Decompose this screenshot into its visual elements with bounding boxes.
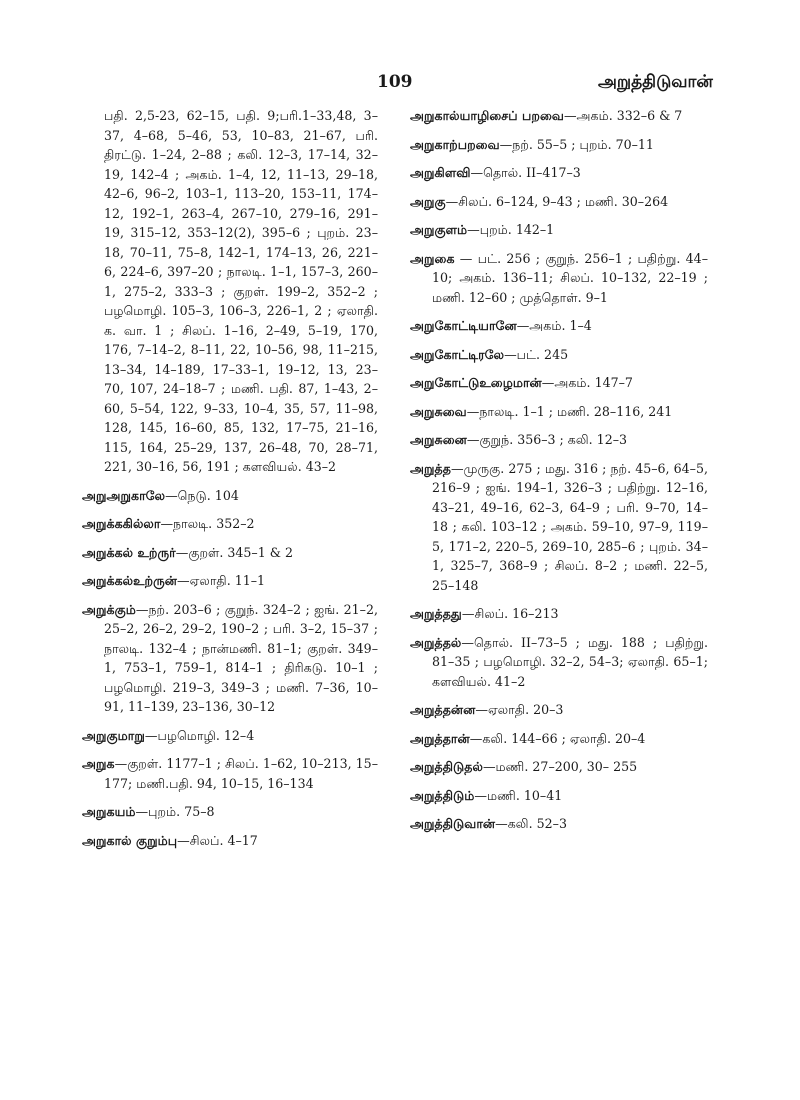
headword: அறுத்த xyxy=(410,460,451,476)
headword: அறுசுனை xyxy=(410,432,467,447)
headword: அறுத்தன்ன xyxy=(410,702,476,717)
headword: அறுத்தான் xyxy=(410,730,470,746)
references: — பட். 256 ; குறுந். 256–1 ; பதிற்று. 44–10; அகம். 136–11; சிலப். 10–132, 22–19 ; மணி. 12–60 ; முத்தொள். 9–1 xyxy=(432,250,708,305)
references: —அகம். 147–7 xyxy=(541,375,633,390)
references: —நற். 55–5 ; புறம். 70–11 xyxy=(499,136,654,152)
headword: அறுகு xyxy=(410,193,446,209)
headword: அறுகோட்டிரலே xyxy=(410,346,505,362)
references: —புறம். 75–8 xyxy=(135,804,215,819)
headword: அறுத்திடும் xyxy=(410,787,475,803)
references: —அகம். 1–4 xyxy=(516,318,592,333)
headword: அறுசுவை xyxy=(410,403,467,419)
index-entry xyxy=(82,571,378,591)
references: —மணி. 27–200, 30– 255 xyxy=(482,759,638,774)
index-entry xyxy=(410,106,708,126)
left-column xyxy=(82,106,378,859)
index-entry xyxy=(410,604,708,624)
right-column xyxy=(410,106,708,843)
references: —நாலடி. 352–2 xyxy=(160,516,255,531)
index-entry xyxy=(410,220,708,240)
references: —தொல். II–417–3 xyxy=(470,165,581,180)
index-entry xyxy=(410,814,708,834)
index-entry xyxy=(82,802,378,822)
references: —புறம். 142–1 xyxy=(467,222,555,237)
index-entry xyxy=(410,373,708,393)
headword: அறுக்ககில்லா xyxy=(82,516,161,531)
index-entry xyxy=(82,514,378,534)
references: —பழமொழி. 12–4 xyxy=(144,727,255,743)
references: —அகம். 332–6 & 7 xyxy=(563,108,683,123)
index-entry xyxy=(82,600,378,717)
references: பதி. 2,5-23, 62–15, பதி. 9;பரி.1–33,48, 3–37, 4–68, 5–46, 53, 10–83, 21–67, பரி. திரட்டு. 1–24, 2–88 ; கலி. 12–3, 17–14, 32–19, 142–4 ; அகம். 1–4, 12, 11–13, 29–18, 42–6, 96–2, 103–1, 113–20, 153–11, 174–12, 192–1, 263–4, 267–10, 279–16, 291–19, 315–12, 353–12(2), 395–6 ; புறம். 23–18, 70–11, 75–8, 142–1, 174–13, 26, 221–6, 224–6, 397–20 ; நாலடி. 1–1, 157–3, 260–1, 275–2, 333–3 ; குறள். 199–2, 352–2 ; பழமொழி. 105–3, 106–3, 226–1, 2 ; ஏலாதி. க. வா. 1 ; சிலப். 1–16, 2–49, 5–19, 170, 176, 7–14–2, 8–11, 22, 10–56, 98, 11–215, 13–34, 14–189, 17–33–1, 19–12, 13, 23–70, 107, 24–18–7 ; மணி. பதி. 87, 1–43, 2–60, 5–54, 122, 9–33, 10–4, 35, 57, 11–98, 128, 145, 16–60, 85, 132, 17–75, 21–16, 115, 164, 25–29, 137, 26–48, 70, 28–71, 221, 30–16, 56, 191 ; களவியல். 43–2 xyxy=(104,108,378,474)
references: —நற். 203–6 ; குறுந். 324–2 ; ஐங். 21–2, 25–2, 26–2, 29–2, 190–2 ; பரி. 3–2, 15–37 ; நாலடி. 132–4 ; நான்மணி. 81–1; குறள். 349–1, 753–1, 759–1, 814–1 ; திரிகடு. 10–1 ; பழமொழி. 219–3, 349–3 ; மணி. 7–36, 10–91, 11–139, 23–136, 30–12 xyxy=(104,601,378,714)
index-entry xyxy=(410,729,708,749)
index-entry xyxy=(410,192,708,212)
headword: அறுக்கல்உற்ருன் xyxy=(82,573,177,588)
references: —ஏலாதி. 11–1 xyxy=(176,573,266,588)
index-entry xyxy=(82,726,378,746)
index-entry xyxy=(410,402,708,422)
index-entry xyxy=(410,249,708,308)
index-entry xyxy=(410,135,708,155)
index-entry xyxy=(82,543,378,563)
references: —தொல். II–73–5 ; மது. 188 ; பதிற்று. 81–35 ; பழமொழி. 32–2, 54–3; ஏலாதி. 65–1; களவியல். 41–2 xyxy=(432,634,708,689)
references: —பட். 245 xyxy=(504,346,569,362)
headword: அறுகால்யாழிசைப் பறவை xyxy=(410,108,564,123)
index-entry xyxy=(410,757,708,777)
references: —சிலப். 6–124, 9–43 ; மணி. 30–264 xyxy=(445,193,669,209)
headword: அறுகுமாறு xyxy=(82,727,145,743)
headword: அறுகால் குறும்பு xyxy=(82,832,178,848)
references: —ஏலாதி. 20–3 xyxy=(475,702,564,717)
headword: அறுக்கும் xyxy=(82,601,136,617)
headword: அறுத்திடுதல் xyxy=(410,759,483,774)
references: —சிலப். 4–17 xyxy=(177,832,258,848)
headword: அறுக்கல் உற்ருர் xyxy=(82,544,176,560)
index-entry xyxy=(410,430,708,450)
index-entry xyxy=(410,633,708,692)
index-entry xyxy=(410,786,708,806)
references: —முருகு. 275 ; மது. 316 ; நற். 45–6, 64–5, 216–9 ; ஐங். 194–1, 326–3 ; பதிற்று. 12–16, 43–21, 49–16, 62–3, 64–9 ; பரி. 9–70, 14–18 ; கலி. 103–12 ; அகம். 59–10, 97–9, 119–5, 171–2, 220–5, 269–10, 285–6 ; புறம். 34–1, 325–7, 368–9 ; சிலப். 8–2 ; மணி. 22–5, 25–148 xyxy=(432,460,708,593)
references: —நாலடி. 1–1 ; மணி. 28–116, 241 xyxy=(466,403,673,419)
index-entry xyxy=(410,345,708,365)
page-number: 109 xyxy=(377,72,413,92)
references: —குறள். 345–1 & 2 xyxy=(175,544,293,560)
references: —குறள். 1177–1 ; சிலப். 1–62, 10–213, 15–177; மணி.பதி. 94, 10–15, 16–134 xyxy=(104,756,378,791)
references: —சிலப். 16–213 xyxy=(461,606,559,621)
references: —குறுந். 356–3 ; கலி. 12–3 xyxy=(466,432,628,447)
headword: அறுத்தது xyxy=(410,606,462,621)
references: —நெடு. 104 xyxy=(165,487,239,503)
index-entry xyxy=(410,459,708,596)
headword: அறுத்திடுவான் xyxy=(410,816,496,831)
headword: அறுகாற்பறவை xyxy=(410,136,500,152)
headword: அறுத்தல் xyxy=(410,634,462,650)
index-entry xyxy=(410,316,708,336)
index-entry xyxy=(82,831,378,851)
references: —கலி. 52–3 xyxy=(495,816,567,831)
references: —கலி. 144–66 ; ஏலாதி. 20–4 xyxy=(469,730,646,746)
headword: அறுஅறுகாலே xyxy=(82,487,166,503)
headword: அறுகை xyxy=(410,250,455,266)
headword: அறுகோட்டுஉழைமான் xyxy=(410,375,542,390)
index-entry xyxy=(410,163,708,183)
index-entry xyxy=(82,106,378,477)
headword: அறுக xyxy=(82,756,115,771)
index-entry xyxy=(82,486,378,506)
headword: அறுகுளம் xyxy=(410,222,468,237)
headword: அறுகயம் xyxy=(82,804,136,819)
index-entry xyxy=(82,754,378,793)
index-entry xyxy=(410,700,708,720)
headword: அறுகோட்டியானே xyxy=(410,318,517,333)
references: —மணி. 10–41 xyxy=(474,787,563,803)
headword: அறுகிளவி xyxy=(410,165,471,180)
running-head: அறுத்திடுவான் xyxy=(598,72,713,92)
